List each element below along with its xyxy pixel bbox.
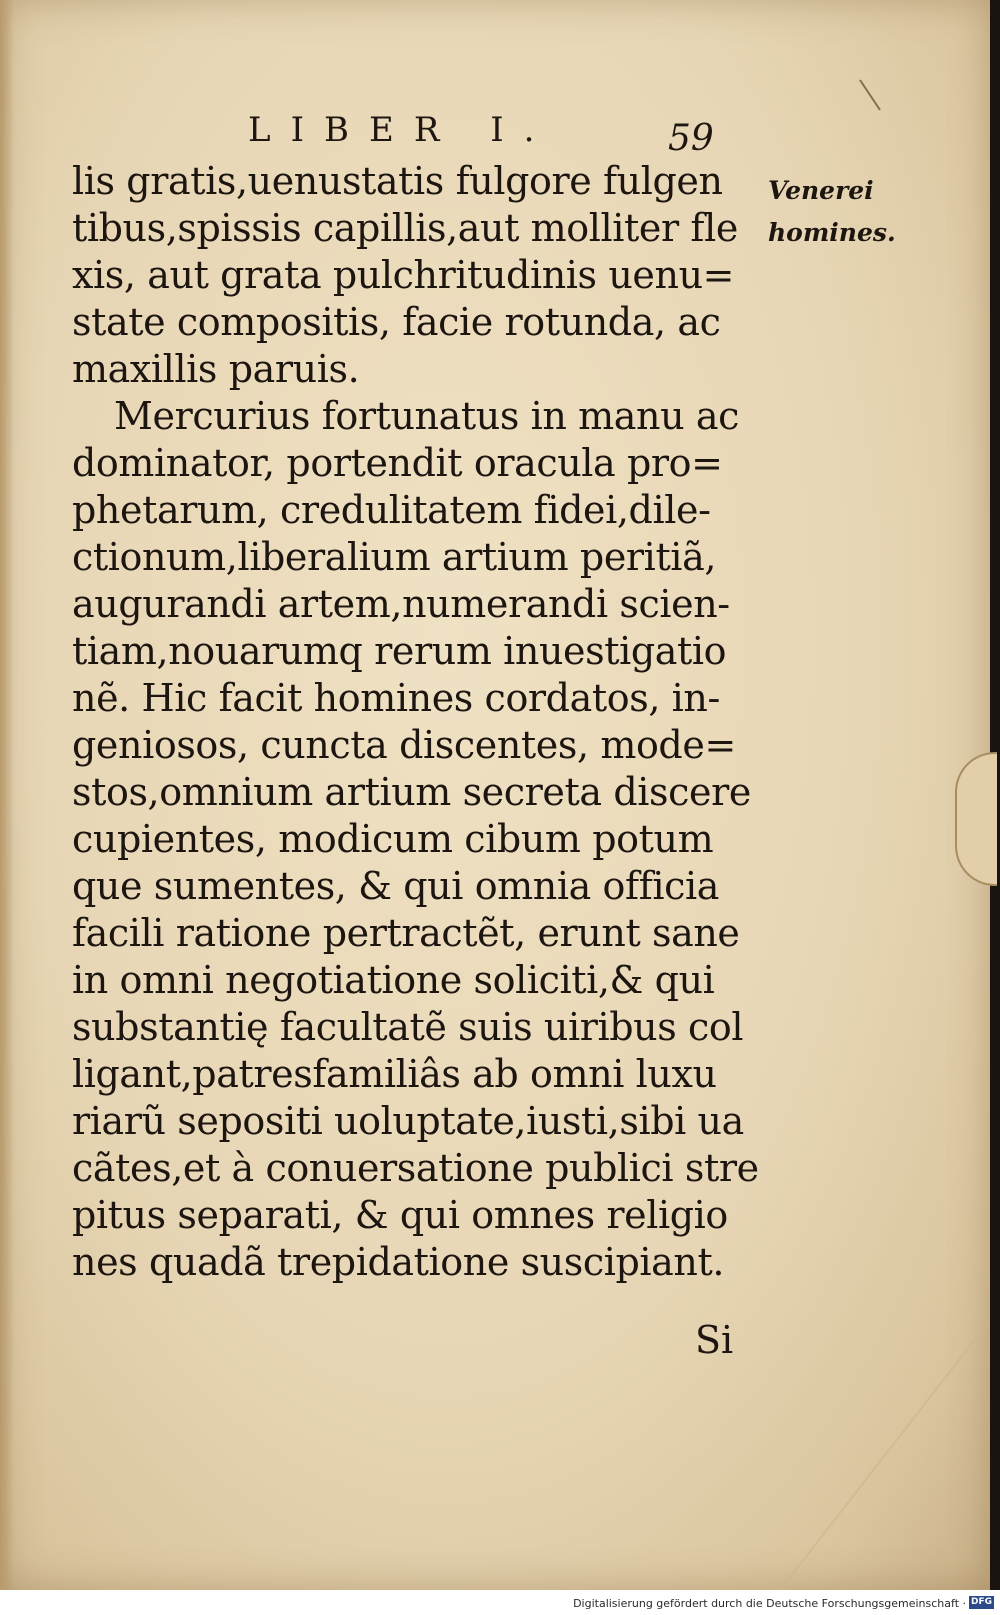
marginal-note-line-2: homines.	[768, 218, 896, 247]
text-line: stos,omnium artium secreta discere	[72, 770, 751, 814]
marginal-note	[768, 170, 898, 254]
catchword: Si	[695, 1318, 734, 1362]
text-line: tiam,nouarumq rerum inuestigatio	[72, 629, 727, 673]
text-line: ligant,patresfamiliâs ab omni luxu	[72, 1052, 717, 1096]
text-line: Mercurius fortunatus in manu ac	[114, 394, 739, 438]
text-line: lis gratis,uenustatis fulgore fulgen	[72, 159, 723, 203]
marginal-note-line-1: Venerei	[768, 176, 874, 205]
text-line: dominator, portendit oracula pro=	[72, 441, 723, 485]
text-line: state compositis, facie rotunda, ac	[72, 300, 721, 344]
page-clip-tab	[955, 752, 997, 886]
text-line: que sumentes, & qui omnia officia	[72, 864, 720, 908]
main-text-block	[72, 158, 762, 1286]
text-line: phetarum, credulitatem fidei,dile-	[72, 488, 711, 532]
text-line: xis, aut grata pulchritudinis uenu=	[72, 253, 735, 297]
text-line: facili ratione pertractẽt, erunt sane	[72, 911, 740, 955]
text-line: substantię facultatẽ suis uiribus col	[72, 1005, 744, 1049]
text-line: maxillis paruis.	[72, 347, 360, 391]
dfg-logo-icon: DFG	[970, 1597, 992, 1607]
page-number: 59	[668, 118, 714, 159]
footer-credit: Digitalisierung gefördert durch die Deutsche Forschungsgemeinschaft ·	[573, 1597, 966, 1610]
text-line: pitus separati, & qui omnes religio	[72, 1193, 728, 1237]
page-shadow-edge	[0, 0, 14, 1590]
text-line: augurandi artem,numerandi scien-	[72, 582, 730, 626]
text-line: riarũ sepositi uoluptate,iusti,sibi ua	[72, 1099, 744, 1143]
text-line: cupientes, modicum cibum potum	[72, 817, 714, 861]
text-line: cãtes,et à conuersatione publici stre	[72, 1146, 759, 1190]
running-head: LIBER I.	[248, 110, 555, 150]
text-line: geniosos, cuncta discentes, mode=	[72, 723, 736, 767]
text-line: in omni negotiatione soliciti,& qui	[72, 958, 715, 1002]
text-line: ctionum,liberalium artium peritiã,	[72, 535, 716, 579]
text-line: nẽ. Hic facit homines cordatos, in-	[72, 676, 720, 720]
text-line: tibus,spissis capillis,aut molliter fle	[72, 206, 738, 250]
text-line: nes quadã trepidatione suscipiant.	[72, 1240, 725, 1284]
